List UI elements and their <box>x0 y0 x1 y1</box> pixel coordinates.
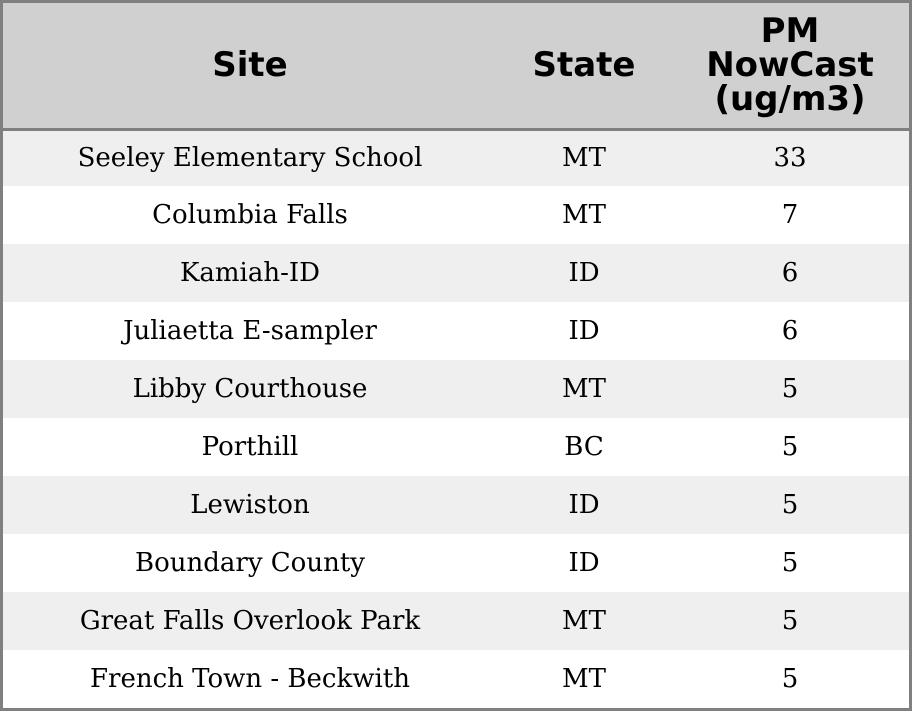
table-row <box>3 302 909 360</box>
pm-value-cell: 5 <box>781 606 799 636</box>
column-header-state[interactable]: State <box>497 3 671 129</box>
table-row <box>3 650 909 707</box>
state-cell: BC <box>564 432 604 462</box>
pm-nowcast-table <box>3 3 909 707</box>
table-row <box>3 186 909 244</box>
site-cell: Porthill <box>201 432 299 462</box>
pm-value-cell: 5 <box>781 432 799 462</box>
state-cell: ID <box>568 490 600 520</box>
pm-value-cell: 6 <box>781 316 799 346</box>
pm-value-cell: 7 <box>781 200 799 230</box>
site-cell: Great Falls Overlook Park <box>79 606 421 636</box>
state-cell: ID <box>568 258 600 288</box>
pm-value-cell: 33 <box>773 143 807 174</box>
state-cell: MT <box>562 663 606 694</box>
column-header-pm-nowcast[interactable] <box>671 3 909 129</box>
site-cell: Juliaetta E-sampler <box>123 316 377 346</box>
site-cell: Boundary County <box>135 548 365 578</box>
site-cell: Columbia Falls <box>152 200 348 230</box>
site-cell: Seeley Elementary School <box>77 143 423 174</box>
table-header-row <box>3 3 909 129</box>
table-row <box>3 476 909 534</box>
pm-value-cell: 5 <box>781 663 799 694</box>
state-cell: MT <box>562 374 606 404</box>
site-cell: French Town - Beckwith <box>89 663 411 694</box>
state-cell: MT <box>562 606 606 636</box>
table-row <box>3 244 909 302</box>
pm-value-cell: 6 <box>781 258 799 288</box>
state-cell: MT <box>562 143 606 174</box>
pm-value-cell: 5 <box>781 374 799 404</box>
table-row <box>3 360 909 418</box>
site-cell: Kamiah-ID <box>179 258 321 288</box>
state-cell: ID <box>568 316 600 346</box>
pm-value-cell: 5 <box>781 490 799 520</box>
column-header-pm-nowcast-label: PM NowCast (ug/m3) <box>706 11 874 120</box>
pm-value-cell: 5 <box>781 548 799 578</box>
table-row <box>3 534 909 592</box>
column-header-site[interactable]: Site <box>3 3 497 129</box>
table-row <box>3 592 909 650</box>
state-cell: MT <box>562 200 606 230</box>
table-row <box>3 418 909 476</box>
state-cell: ID <box>568 548 600 578</box>
table-row <box>3 129 909 186</box>
table-body <box>3 129 909 707</box>
site-cell: Libby Courthouse <box>132 374 368 404</box>
site-cell: Lewiston <box>190 490 310 520</box>
